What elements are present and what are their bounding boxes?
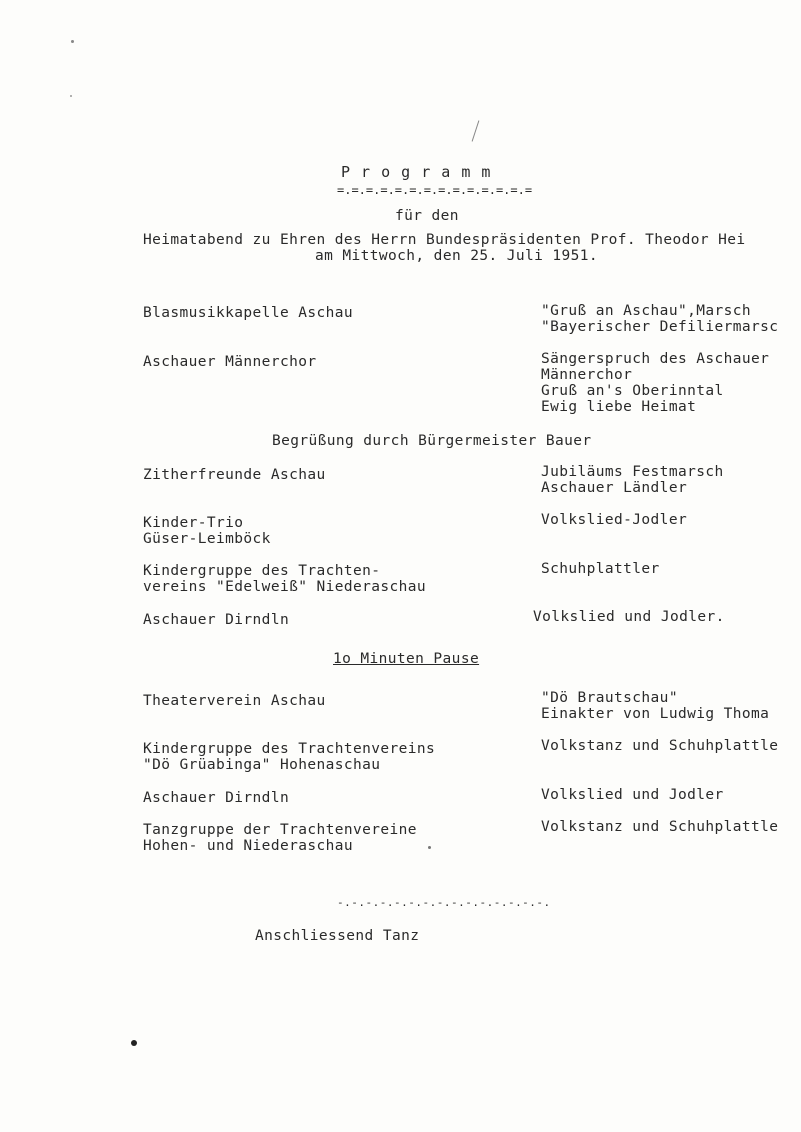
piece-line: Gruß an's Oberinntal xyxy=(541,383,724,399)
piece-line: Volkslied-Jodler xyxy=(541,512,688,528)
piece-line: Schuhplattler xyxy=(541,561,660,577)
closing-line: Anschliessend Tanz xyxy=(255,928,420,944)
footer-divider: -.-.-.-.-.-.-.-.-.-.-.-.-.-.-. xyxy=(337,896,551,909)
subtitle-fuer-den: für den xyxy=(395,208,459,224)
piece-line: Volkslied und Jodler. xyxy=(533,609,725,625)
performer-zitherfreunde: Zitherfreunde Aschau xyxy=(143,467,326,483)
interlude-pause: 1o Minuten Pause xyxy=(333,651,480,667)
scan-speck xyxy=(428,846,431,849)
scan-speck xyxy=(70,95,72,97)
performer-kindergruppe-edelweiss-line2: vereins "Edelweiß" Niederaschau xyxy=(143,579,427,595)
performer-blasmusik: Blasmusikkapelle Aschau xyxy=(143,305,353,321)
performer-tanzgruppe-line2: Hohen- und Niederaschau xyxy=(143,838,353,854)
piece-line: Einakter von Ludwig Thoma xyxy=(541,706,770,722)
performer-kindergruppe-grueabinga-line2: "Dö Grüabinga" Hohenaschau xyxy=(143,757,381,773)
scan-mark xyxy=(472,120,480,141)
piece-line: "Gruß an Aschau",Marsch xyxy=(541,303,751,319)
piece-line: Volkstanz und Schuhplattle xyxy=(541,738,779,754)
piece-line: Sängerspruch des Aschauer xyxy=(541,351,770,367)
performer-kindergruppe-grueabinga: Kindergruppe des Trachtenvereins xyxy=(143,741,436,757)
piece-line: Volkstanz und Schuhplattle xyxy=(541,819,779,835)
performer-dirndln: Aschauer Dirndln xyxy=(143,612,290,628)
piece-line: Volkslied und Jodler xyxy=(541,787,724,803)
performer-theaterverein: Theaterverein Aschau xyxy=(143,693,326,709)
performer-dirndln-2: Aschauer Dirndln xyxy=(143,790,290,806)
scan-speck xyxy=(71,40,74,43)
performer-tanzgruppe: Tanzgruppe der Trachtenvereine xyxy=(143,822,417,838)
scan-speck xyxy=(131,1040,137,1046)
performer-maennerchor: Aschauer Männerchor xyxy=(143,354,317,370)
piece-line: Männerchor xyxy=(541,367,633,383)
piece-line: "Bayerischer Defiliermarsc xyxy=(541,319,779,335)
piece-line: Aschauer Ländler xyxy=(541,480,688,496)
piece-line: "Dö Brautschau" xyxy=(541,690,678,706)
program-title: P r o g r a m m xyxy=(341,163,492,181)
interlude-greeting: Begrüßung durch Bürgermeister Bauer xyxy=(272,433,592,449)
performer-kindergruppe-edelweiss: Kindergruppe des Trachten- xyxy=(143,563,381,579)
performer-kinder-trio: Kinder-Trio xyxy=(143,515,244,531)
piece-line: Ewig liebe Heimat xyxy=(541,399,697,415)
occasion-line: Heimatabend zu Ehren des Herrn Bundespräsidenten Prof. Theodor Hei xyxy=(143,232,746,248)
title-rule: =.=.=.=.=.=.=.=.=.=.=.=.=.= xyxy=(337,183,533,197)
performer-kinder-trio-line2: Güser-Leimböck xyxy=(143,531,271,547)
piece-line: Jubiläums Festmarsch xyxy=(541,464,724,480)
date-line: am Mittwoch, den 25. Juli 1951. xyxy=(315,248,599,264)
